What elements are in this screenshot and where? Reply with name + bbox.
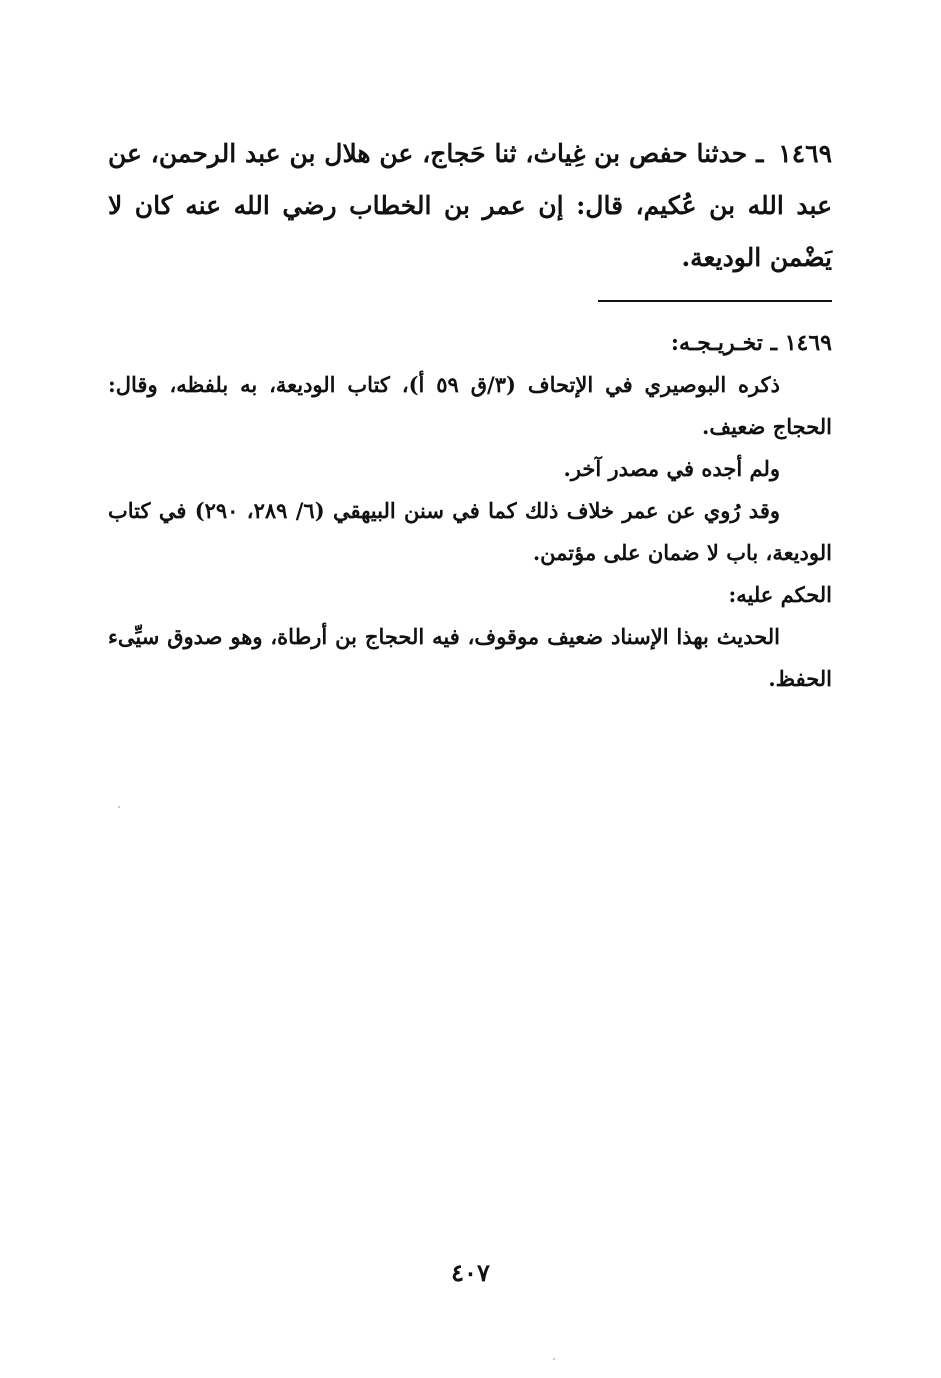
hukm-paragraph: الحديث بهذا الإسناد ضعيف موقوف، فيه الحجاج بن أرطاة، وهو صدوق سيِّىء الحفظ. xyxy=(108,624,832,691)
takhrij-number: ١٤٦٩ xyxy=(784,330,832,356)
scan-speck xyxy=(553,1358,555,1360)
hadith-number: ١٤٦٩ xyxy=(778,139,832,168)
takhrij-paragraph: ذكره البوصيري في الإتحاف (٣/ق ٥٩ أ)، كتاب الوديعة، به بلفظه، وقال: الحجاج ضعيف. xyxy=(108,372,832,439)
scan-speck xyxy=(118,806,120,808)
hadith-dash: ـ xyxy=(756,139,764,168)
footnote-divider xyxy=(598,300,832,302)
takhrij-section xyxy=(108,322,832,700)
takhrij-paragraph: ولم أجده في مصدر آخر. xyxy=(563,456,780,481)
takhrij-heading xyxy=(108,322,832,364)
takhrij-paragraph: وقد رُوي عن عمر خلاف ذلك كما في سنن البيهقي (٦/ ٢٨٩، ٢٩٠) في كتاب الوديعة، باب لا ضمان على مؤتمن. xyxy=(108,498,832,565)
takhrij-heading-label: تخـريـجـه: xyxy=(670,330,763,356)
hadith-body: حدثنا حفص بن غِياث، ثنا حَجاج، عن هلال بن عبد الرحمن، عن عبد الله بن عُكيم، قال: إن عمر بن الخطاب رضي الله عنه كان لا يَضْمن الوديعة. xyxy=(108,139,832,272)
page-number: ٤٠٧ xyxy=(451,1258,490,1287)
hadith-text-block xyxy=(108,128,832,284)
takhrij-dash: ـ xyxy=(770,330,778,356)
hukm-heading: الحكم عليه: xyxy=(728,582,832,607)
